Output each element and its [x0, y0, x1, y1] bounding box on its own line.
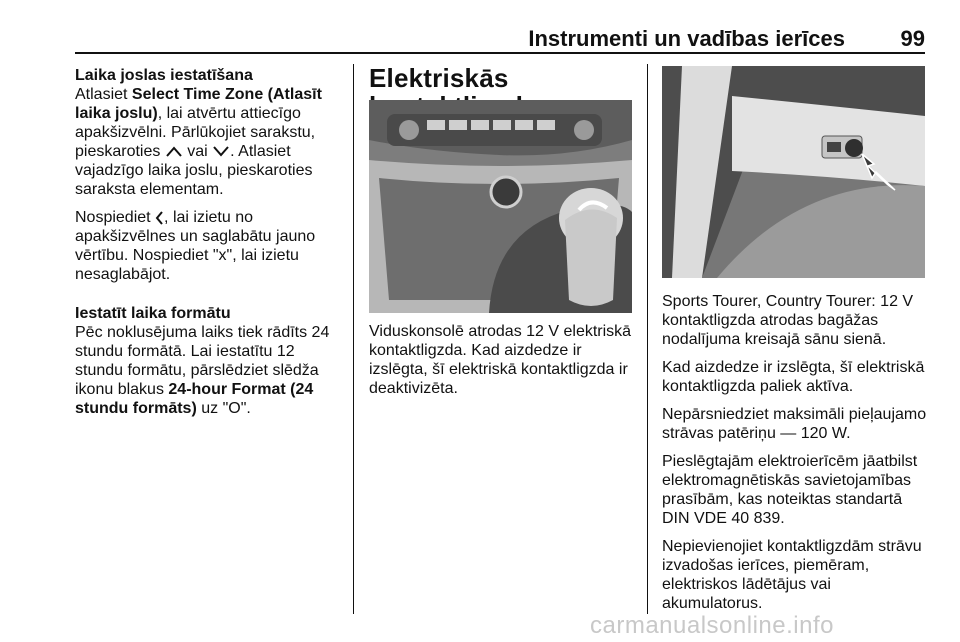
- back-instruction: [75, 208, 343, 284]
- center-console-photo: [369, 100, 632, 313]
- max-power-text: Nepārsniedziet maksimāli pieļaujamo strāvas patēriņu — 120 W.: [662, 406, 927, 442]
- text-run: uz "O".: [196, 400, 251, 417]
- text-run: , lai atvērtu attiecīgo apakšizvēlni. Pārlūkojiet sarakstu, pieskaroties: [75, 105, 316, 160]
- chevron-left-icon: [155, 210, 164, 226]
- section-title: Elektriskās: [369, 63, 509, 93]
- column-divider-left: [353, 64, 354, 614]
- time-zone-heading: Laika joslas iestatīšana: [75, 67, 253, 84]
- 24-hour-format-label: 24-hour Format (24 stundu formāts): [75, 381, 314, 417]
- center-console-caption: Viduskonsolē atrodas 12 V elektriskā kontaktligzda. Kad aizdedze ir izslēgta, šī elektriskā kontaktligzda ir deaktivizēta.: [369, 323, 632, 397]
- watermark: carmanualsonline.info: [590, 612, 834, 639]
- time-format-heading: Iestatīt laika formātu: [75, 305, 231, 322]
- column-divider-right: [647, 64, 648, 614]
- left-column: [75, 66, 343, 427]
- time-format-section: [75, 304, 343, 418]
- chevron-up-icon: [165, 145, 183, 158]
- trunk-socket-photo: [662, 66, 925, 278]
- page-number: 99: [900, 26, 925, 51]
- text-run: . Atlasiet vajadzīgo laika joslu, pieskaroties saraksta elementam.: [75, 143, 313, 198]
- emc-requirement-text: Pieslēgtajām elektroierīcēm jāatbilst elektromagnētiskās savietojamības prasībām, kas noteiktas standartā DIN VDE 40 839.: [662, 453, 918, 527]
- select-time-zone-label: Select Time Zone (Atlasīt laika joslu): [75, 86, 322, 122]
- ignition-note-text: Kad aizdedze ir izslēgta, šī elektriskā kontaktligzda paliek aktīva.: [662, 359, 925, 395]
- text-run: vai: [182, 143, 213, 160]
- middle-caption-block: [369, 322, 637, 407]
- chevron-down-icon: [212, 145, 230, 158]
- warning-text: Nepievienojiet kontaktligzdām strāvu izvadošas ierīces, piemēram, elektriskos lādētājus vai akumulatorus.: [662, 538, 922, 612]
- right-column: [662, 292, 930, 622]
- text-run: , lai izietu no apakšizvēlnes un saglabātu jauno vērtību. Nospiediet "x", lai izietu nesaglabājot.: [75, 209, 316, 283]
- text-run: Nospiediet: [75, 209, 156, 226]
- header-rule: [75, 52, 925, 54]
- page-header-title: Instrumenti un vadības ierīces: [528, 26, 845, 51]
- text-run: Atlasiet: [75, 86, 132, 103]
- center-console-illustration: [369, 100, 632, 313]
- socket-location-text: Sports Tourer, Country Tourer: 12 V kontaktligzda atrodas bagāžas nodalījuma kreisajā sānu sienā.: [662, 293, 914, 348]
- time-zone-section: [75, 66, 343, 199]
- trunk-illustration: [662, 66, 925, 278]
- text-run: Pēc noklusējuma laiks tiek rādīts 24 stundu formātā. Lai iestatītu 12 stundu formātu, pārslēdziet slēdža ikonu blakus: [75, 324, 330, 398]
